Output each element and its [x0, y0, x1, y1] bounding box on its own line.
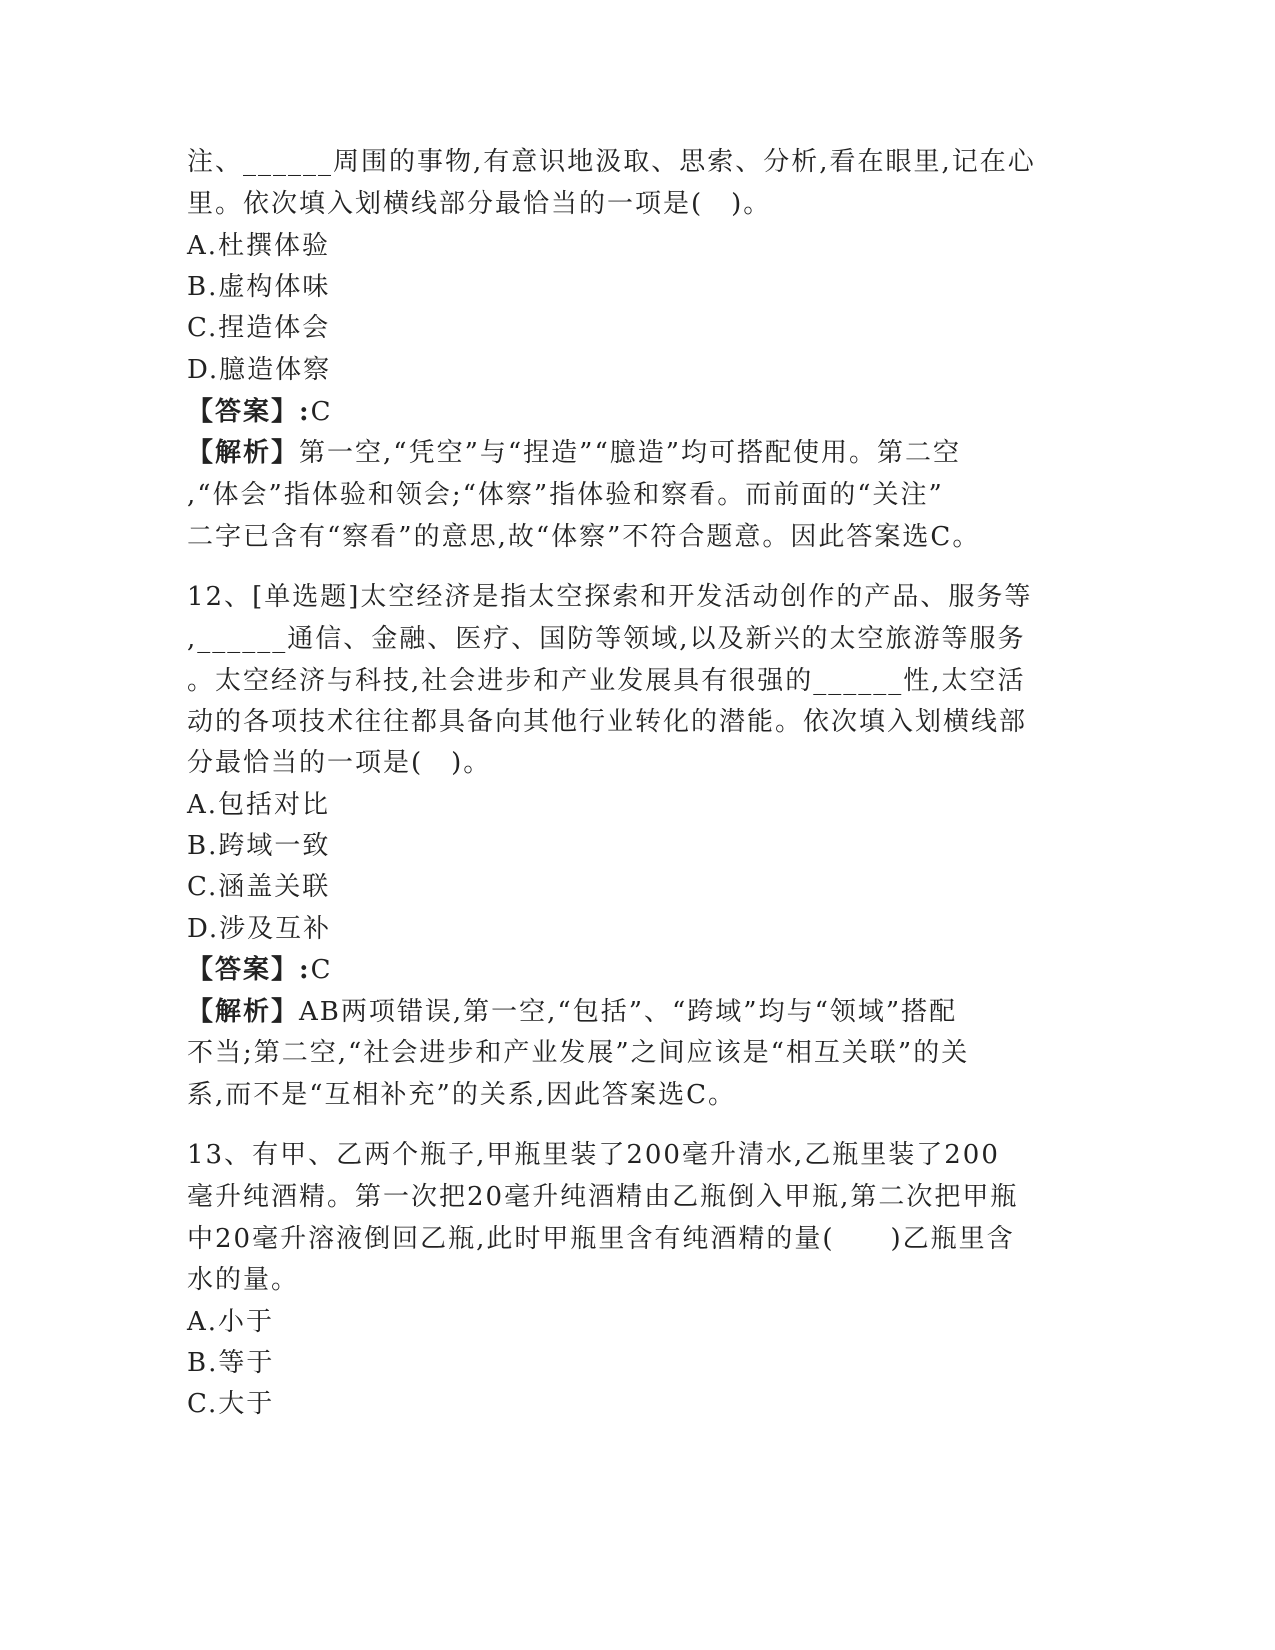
- q12-answer-value: C: [310, 955, 333, 985]
- q12-option-d: D.涉及互补: [187, 914, 332, 944]
- q11-analysis-label: 【解析】: [187, 438, 300, 468]
- q13-stem-line-3: 中20毫升溶液倒回乙瓶,此时甲瓶里含有纯酒精的量( )乙瓶里含: [187, 1224, 1015, 1254]
- q11-answer-sep: :: [299, 397, 311, 427]
- q11-stem-line-1: 注、______周围的事物,有意识地汲取、思索、分析,看在眼里,记在心: [187, 147, 1036, 177]
- q12-option-b: B.跨域一致: [187, 831, 331, 861]
- q11-analysis-line-1: [187, 436, 961, 470]
- q12-analysis-line-2: 不当;第二空,“社会进步和产业发展”之间应该是“相互关联”的关: [187, 1038, 970, 1068]
- q12-analysis-label: 【解析】: [187, 997, 300, 1027]
- q11-option-d: D.臆造体察: [187, 355, 332, 385]
- q11-stem-line-2: 里。依次填入划横线部分最恰当的一项是( )。: [187, 189, 772, 219]
- q11-answer-value: C: [310, 397, 333, 427]
- q11-option-b: B.虚构体味: [187, 272, 331, 302]
- q12-analysis-line-3: 系,而不是“互相补充”的关系,因此答案选C。: [187, 1080, 737, 1110]
- q12-stem-line-5: 分最恰当的一项是( )。: [187, 748, 492, 778]
- q13-option-c: C.大于: [187, 1389, 275, 1419]
- q12-analysis-line-1: [187, 995, 957, 1029]
- q12-answer-label: 【答案】: [187, 955, 300, 985]
- q12-analysis-text-1: AB两项错误,第一空,“包括”、“跨域”均与“领域”搭配: [299, 997, 958, 1027]
- q11-option-a: A.杜撰体验: [187, 231, 331, 261]
- q12-option-c: C.涵盖关联: [187, 872, 331, 902]
- q12-answer-sep: :: [299, 955, 311, 985]
- q13-option-b: B.等于: [187, 1348, 275, 1378]
- q12-option-a: A.包括对比: [187, 790, 331, 820]
- q13-option-a: A.小于: [187, 1307, 275, 1337]
- q11-analysis-line-2: ,“体会”指体验和领会;“体察”指体验和察看。而前面的“关注”: [187, 480, 944, 510]
- q11-answer-label: 【答案】: [187, 397, 300, 427]
- q11-answer: [187, 395, 333, 429]
- q12-stem-line-1: 12、[单选题]太空经济是指太空探索和开发活动创作的产品、服务等: [187, 582, 1033, 612]
- q12-answer: [187, 953, 333, 987]
- q11-analysis-line-3: 二字已含有“察看”的意思,故“体察”不符合题意。因此答案选C。: [187, 522, 981, 552]
- q13-stem-line-2: 毫升纯酒精。第一次把20毫升纯酒精由乙瓶倒入甲瓶,第二次把甲瓶: [187, 1182, 1019, 1212]
- q12-stem-line-4: 动的各项技术往往都具备向其他行业转化的潜能。依次填入划横线部: [187, 707, 1028, 737]
- q11-analysis-text-1: 第一空,“凭空”与“捏造”“臆造”均可搭配使用。第二空: [299, 438, 962, 468]
- q12-stem-line-3: 。太空经济与科技,社会进步和产业发展具有很强的______性,太空活: [187, 666, 1026, 696]
- q13-stem-line-4: 水的量。: [187, 1265, 300, 1295]
- q11-option-c: C.捏造体会: [187, 313, 331, 343]
- q12-stem-line-2: ,______通信、金融、医疗、国防等领域,以及新兴的太空旅游等服务: [187, 624, 1026, 654]
- q13-stem-line-1: 13、有甲、乙两个瓶子,甲瓶里装了200毫升清水,乙瓶里装了200: [187, 1140, 1000, 1170]
